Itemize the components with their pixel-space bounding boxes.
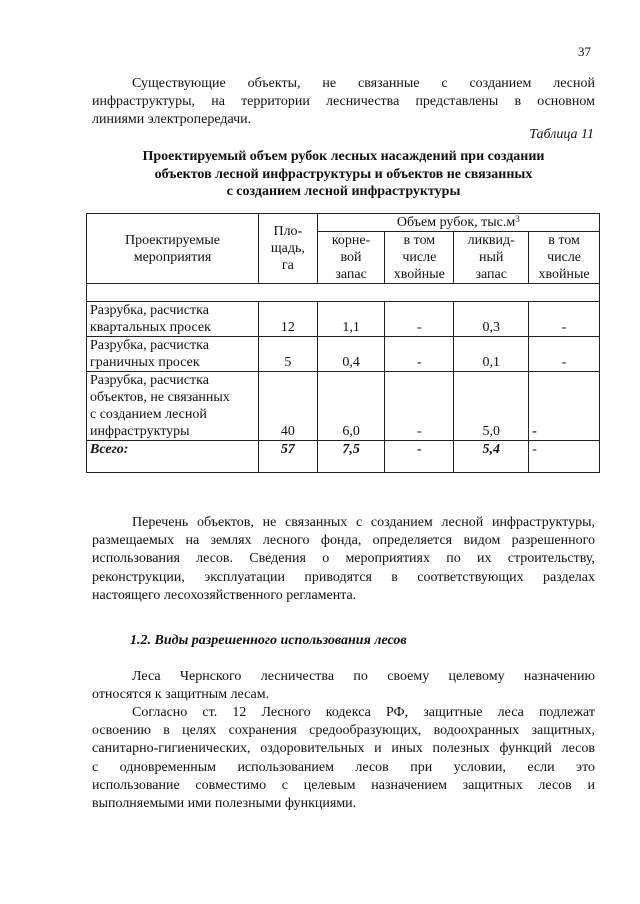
row-area: 5: [259, 337, 318, 372]
total-area: 57: [259, 441, 318, 473]
total-conif1: -: [385, 441, 454, 473]
table-title-line: объектов лесной инфраструктуры и объектов не связанных: [154, 166, 533, 182]
row-conif1: -: [385, 372, 454, 441]
text-line: Перечень объектов, не связанных с созданием лесной инфраструктуры,: [132, 515, 595, 530]
text-line: использование совместимо с целевым назначением защитных лесов и: [92, 777, 595, 793]
row-name: Разрубка, расчистка квартальных просек: [87, 302, 259, 337]
row-name: Разрубка, расчистка объектов, не связанных с созданием лесной инфраструктуры: [87, 372, 259, 441]
header-volume-group: Объем рубок, $тыс.м^3$: [317, 214, 599, 232]
section-heading: 1.2. Виды разрешенного использования лесов: [130, 633, 407, 648]
text-line: санитарно-гигиенических, оздоровительных и иных полезных функций лесов: [92, 741, 595, 757]
text-line: с одновременным использованием лесов при условии, если это: [92, 759, 595, 775]
table-row: [87, 302, 600, 337]
header-area: Пло- щадь, га: [259, 214, 318, 284]
felling-volume-table: [86, 213, 600, 473]
intro-paragraph: [92, 75, 595, 130]
row-conif1: -: [385, 302, 454, 337]
table-total-row: [87, 441, 600, 473]
row-conif2: -: [529, 337, 600, 372]
objects-list-paragraph: [92, 514, 595, 605]
text-line: инфраструктуры, на территории лесничества представлены в основном: [92, 94, 595, 110]
forest-purpose-paragraph: [92, 668, 595, 704]
table-label: Таблица 11: [529, 127, 594, 142]
text-line: линиями электропередачи.: [92, 112, 252, 128]
table-title-line: с созданием лесной инфраструктуры: [226, 184, 461, 199]
text-line: использования лесов. Сведения о мероприятиях по их строительству,: [92, 551, 595, 567]
text-line: Согласно ст. 12 Лесного кодекса РФ, защитные леса подлежат: [132, 705, 595, 720]
row-root: 6,0: [317, 372, 385, 441]
text-line: реконструкции, эксплуатации приводятся в соответствующих разделах: [92, 569, 595, 585]
header-liquid-stock: ликвид- ный запас: [454, 232, 529, 284]
table-row: [87, 372, 600, 441]
header-activity: Проектируемые мероприятия: [87, 214, 259, 284]
row-area: 12: [259, 302, 318, 337]
row-conif1: -: [385, 337, 454, 372]
text-line: размещаемых на землях лесного фонда, определяется видом разрешенного: [92, 533, 595, 549]
text-line: Леса Чернского лесничества по своему целевому назначению: [132, 669, 595, 684]
row-area: 40: [259, 372, 318, 441]
table-title-line: Проектируемый объем рубок лесных насаждений при создании: [142, 149, 545, 164]
table-spacer-row: [87, 284, 600, 302]
table-row: [87, 337, 600, 372]
text-line: относятся к защитным лесам.: [92, 687, 270, 703]
total-conif2: -: [529, 441, 600, 473]
table-title: [92, 148, 595, 201]
row-conif2: -: [529, 302, 600, 337]
text-line: освоению в целях сохранения средообразующих, водоохранных защитных,: [92, 723, 595, 739]
page-number: 37: [578, 44, 591, 59]
row-root: 1,1: [317, 302, 385, 337]
text-line: выполняемыми ими полезными функциями.: [92, 796, 357, 812]
total-root: 7,5: [317, 441, 385, 473]
text-line: Существующие объекты, не связанные с созданием лесной: [132, 76, 595, 91]
header-incl-conifer: в том числе хвойные: [529, 232, 600, 284]
row-name: Разрубка, расчистка граничных просек: [87, 337, 259, 372]
row-liquid: 5,0: [454, 372, 529, 441]
header-incl-conifer: в том числе хвойные: [385, 232, 454, 284]
row-liquid: 0,1: [454, 337, 529, 372]
total-label: Всего:: [87, 441, 259, 473]
forest-code-paragraph: [92, 704, 595, 813]
row-liquid: 0,3: [454, 302, 529, 337]
header-root-stock: корне- вой запас: [317, 232, 385, 284]
text-line: настоящего лесохозяйственного регламента.: [92, 587, 357, 603]
row-root: 0,4: [317, 337, 385, 372]
row-conif2: -: [529, 372, 600, 441]
total-liquid: 5,4: [454, 441, 529, 473]
